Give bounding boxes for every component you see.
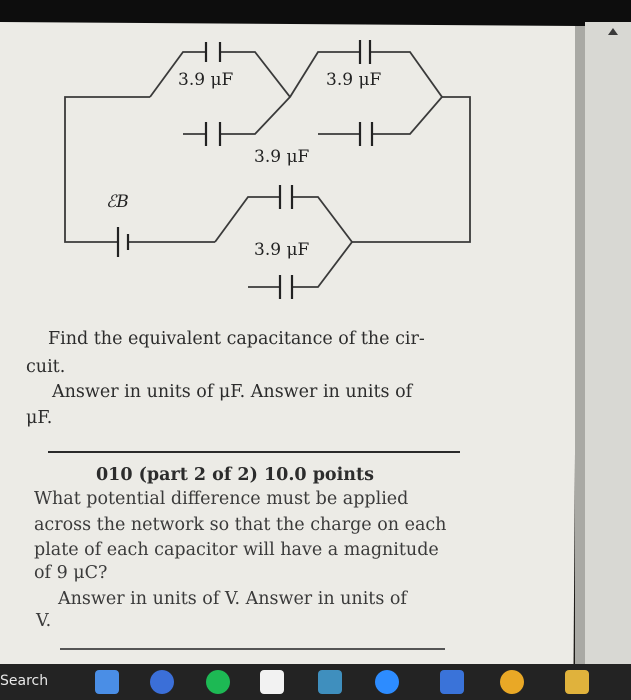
question2-line6: V. [36,611,52,631]
spotify-icon[interactable] [206,670,230,694]
question2-line3: plate of each capacitor will have a magnitude [34,540,439,560]
wire-top-right-loop [290,52,442,134]
cap-label-bottom: 3.9 μF [254,240,310,260]
video-app-icon[interactable] [150,670,174,694]
cap-label-top-right: 3.9 μF [326,70,382,90]
question2-header: 010 (part 2 of 2) 10.0 points [96,465,374,485]
search-button[interactable]: Search [0,673,49,689]
scroll-up-arrow-icon[interactable] [608,28,618,35]
amazon-icon[interactable] [260,670,284,694]
question2-line4: of 9 μC? [34,563,108,583]
cap-label-middle: 3.9 μF [254,147,310,167]
chrome-icon[interactable] [500,670,524,694]
file-explorer-icon[interactable] [95,670,119,694]
question2-line2: across the network so that the charge on each [34,515,447,535]
wire-left [65,97,150,242]
question1-line4: μF. [26,408,53,428]
wire-right [352,97,470,242]
question1-line1: Find the equivalent capacitance of the cir- [48,329,425,349]
app-icon[interactable] [440,670,464,694]
question2-line1: What potential difference must be applied [34,489,409,509]
question1-line3: Answer in units of μF. Answer in units of [52,382,413,402]
question1-line2: cuit. [26,357,66,377]
scrollbar[interactable] [585,22,631,664]
folder-icon[interactable] [565,670,589,694]
battery-label: ℰB [106,192,129,212]
answer-rule-2 [60,648,445,650]
wire-top-left-loop [150,52,290,134]
zoom-icon[interactable] [375,670,399,694]
answer-rule-1 [48,451,460,453]
cap-label-top-left: 3.9 μF [178,70,234,90]
calculator-icon[interactable] [318,670,342,694]
circuit-diagram [0,22,578,312]
question2-line5: Answer in units of V. Answer in units of [58,589,407,609]
taskbar [0,664,631,700]
